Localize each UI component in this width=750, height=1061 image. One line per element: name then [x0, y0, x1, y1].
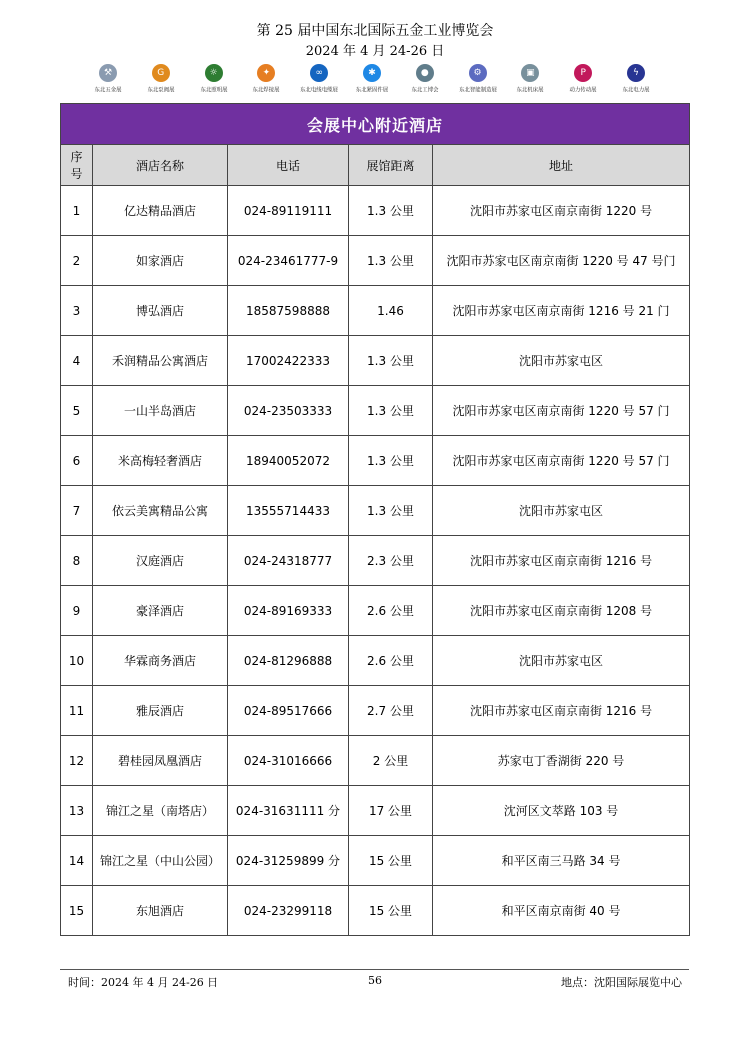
hotel-phone: 024-89119111	[228, 186, 349, 236]
row-number: 6	[61, 436, 93, 486]
table-row	[61, 386, 690, 436]
hotel-distance: 1.3 公里	[349, 236, 433, 286]
transmission-logo-icon: P	[574, 64, 592, 82]
hotel-name: 一山半岛酒店	[93, 386, 228, 436]
row-number: 13	[61, 786, 93, 836]
hotel-name: 雅辰酒店	[93, 686, 228, 736]
column-header-name: 酒店名称	[93, 145, 228, 186]
exhibition-logo	[135, 64, 187, 98]
page-title: 第 25 届中国东北国际五金工业博览会	[256, 23, 494, 39]
hotel-phone: 024-31259899 分	[228, 836, 349, 886]
expo-logo-icon: ●	[416, 64, 434, 82]
footer-location: 地点：沈阳国际展览中心	[561, 976, 682, 989]
table-row	[61, 886, 690, 936]
hotel-distance: 2.3 公里	[349, 536, 433, 586]
hotel-address: 沈阳市苏家屯区南京南街 1220 号 57 门	[433, 436, 690, 486]
column-header-address: 地址	[433, 145, 690, 186]
fastener-logo-icon: ✱	[363, 64, 381, 82]
row-number: 15	[61, 886, 93, 936]
row-number: 4	[61, 336, 93, 386]
row-number: 7	[61, 486, 93, 536]
page-number: 56	[368, 974, 382, 987]
hotel-address: 沈阳市苏家屯区南京南街 1220 号	[433, 186, 690, 236]
page-date: 2024 年 4 月 24-26 日	[305, 44, 445, 59]
table-banner: 会展中心附近酒店	[61, 104, 690, 145]
hotel-address: 沈阳市苏家屯区	[433, 336, 690, 386]
table-row	[61, 336, 690, 386]
exhibition-logo	[610, 64, 662, 98]
hotel-phone: 18940052072	[228, 436, 349, 486]
hotel-address: 沈阳市苏家屯区南京南街 1220 号 57 门	[433, 386, 690, 436]
hotel-address: 沈阳市苏家屯区	[433, 636, 690, 686]
hotel-name: 禾润精品公寓酒店	[93, 336, 228, 386]
exhibition-logo	[452, 64, 504, 98]
hotel-phone: 024-24318777	[228, 536, 349, 586]
hotel-phone: 18587598888	[228, 286, 349, 336]
lighting-logo-icon: ☼	[205, 64, 223, 82]
hotel-address: 和平区南京南街 40 号	[433, 886, 690, 936]
hotel-distance: 2.6 公里	[349, 636, 433, 686]
exhibition-logo-label: 东北照明展	[200, 87, 228, 94]
hotel-address: 沈河区文萃路 103 号	[433, 786, 690, 836]
exhibition-logos	[82, 64, 662, 98]
exhibition-logo	[188, 64, 240, 98]
table-row	[61, 636, 690, 686]
row-number: 8	[61, 536, 93, 586]
welding-logo-icon: ✦	[257, 64, 275, 82]
hotel-distance: 2.7 公里	[349, 686, 433, 736]
exhibition-logo-label: 东北机床展	[516, 87, 544, 94]
machine-tool-logo-icon: ▣	[521, 64, 539, 82]
hotel-address: 沈阳市苏家屯区	[433, 486, 690, 536]
exhibition-logo	[557, 64, 609, 98]
hotel-distance: 1.3 公里	[349, 436, 433, 486]
footer-divider	[60, 969, 689, 970]
exhibition-logo-label: 东北电力展	[622, 87, 650, 94]
table-row	[61, 286, 690, 336]
exhibition-logo-label: 东北五金展	[94, 87, 122, 94]
hotel-address: 沈阳市苏家屯区南京南街 1220 号 47 号门	[433, 236, 690, 286]
wrench-logo-icon: ⚒	[99, 64, 117, 82]
hotel-distance: 1.3 公里	[349, 336, 433, 386]
footer-time: 时间：2024 年 4 月 24-26 日	[68, 976, 219, 989]
hotel-name: 米高梅轻奢酒店	[93, 436, 228, 486]
hotel-name: 如家酒店	[93, 236, 228, 286]
hotel-name: 豪泽酒店	[93, 586, 228, 636]
hotel-phone: 024-23503333	[228, 386, 349, 436]
table-row	[61, 186, 690, 236]
hotel-address: 沈阳市苏家屯区南京南街 1216 号	[433, 686, 690, 736]
exhibition-logo	[346, 64, 398, 98]
hotel-name: 依云美寓精品公寓	[93, 486, 228, 536]
row-number: 10	[61, 636, 93, 686]
row-number: 2	[61, 236, 93, 286]
table-row	[61, 436, 690, 486]
hotel-phone: 024-31016666	[228, 736, 349, 786]
row-number: 3	[61, 286, 93, 336]
hotel-name: 碧桂园凤凰酒店	[93, 736, 228, 786]
hotel-name: 汉庭酒店	[93, 536, 228, 586]
hotel-phone: 024-89517666	[228, 686, 349, 736]
hotel-phone: 024-23299118	[228, 886, 349, 936]
exhibition-logo-label: 东北智能制造展	[458, 87, 497, 94]
table-row	[61, 236, 690, 286]
exhibition-logo	[504, 64, 556, 98]
hotel-address: 沈阳市苏家屯区南京南街 1216 号	[433, 536, 690, 586]
row-number: 12	[61, 736, 93, 786]
hotel-distance: 15 公里	[349, 836, 433, 886]
exhibition-logo-label: 东北紧固件展	[355, 87, 389, 94]
table-header-row	[61, 145, 690, 186]
exhibition-logo-label: 动力传动展	[569, 87, 597, 94]
hotel-phone: 13555714433	[228, 486, 349, 536]
hotel-distance: 17 公里	[349, 786, 433, 836]
hotel-distance: 15 公里	[349, 886, 433, 936]
exhibition-logo-label: 东北电线电缆展	[300, 87, 339, 94]
hotel-distance: 2 公里	[349, 736, 433, 786]
hotel-distance: 1.3 公里	[349, 186, 433, 236]
table-row	[61, 736, 690, 786]
row-number: 14	[61, 836, 93, 886]
hotel-name: 博弘酒店	[93, 286, 228, 336]
hotel-address: 苏家屯丁香湖街 220 号	[433, 736, 690, 786]
table-row	[61, 586, 690, 636]
hotel-table	[60, 103, 690, 936]
exhibition-logo-label: 东北工博会	[411, 87, 439, 94]
exhibition-logo	[240, 64, 292, 98]
exhibition-logo-label: 东北泵阀展	[147, 87, 175, 94]
column-header-distance: 展馆距离	[349, 145, 433, 186]
exhibition-logo-label: 东北焊接展	[252, 87, 280, 94]
row-number: 1	[61, 186, 93, 236]
table-row	[61, 686, 690, 736]
hotel-distance: 2.6 公里	[349, 586, 433, 636]
column-header-no: 序号	[61, 145, 93, 186]
smart-mfg-logo-icon: ⚙	[469, 64, 487, 82]
hotel-phone: 024-23461777-9	[228, 236, 349, 286]
cable-logo-icon: ∞	[310, 64, 328, 82]
hotel-name: 锦江之星（南塔店）	[93, 786, 228, 836]
hotel-name: 东旭酒店	[93, 886, 228, 936]
hotel-distance: 1.3 公里	[349, 486, 433, 536]
row-number: 11	[61, 686, 93, 736]
table-row	[61, 486, 690, 536]
exhibition-logo	[293, 64, 345, 98]
hotel-name: 亿达精品酒店	[93, 186, 228, 236]
hotel-distance: 1.3 公里	[349, 386, 433, 436]
exhibition-logo	[399, 64, 451, 98]
row-number: 5	[61, 386, 93, 436]
hotel-phone: 024-89169333	[228, 586, 349, 636]
valve-logo-icon: G	[152, 64, 170, 82]
table-row	[61, 536, 690, 586]
row-number: 9	[61, 586, 93, 636]
hotel-address: 和平区南三马路 34 号	[433, 836, 690, 886]
power-logo-icon: ϟ	[627, 64, 645, 82]
column-header-phone: 电话	[228, 145, 349, 186]
hotel-name: 华霖商务酒店	[93, 636, 228, 686]
hotel-phone: 17002422333	[228, 336, 349, 386]
hotel-phone: 024-31631111 分	[228, 786, 349, 836]
hotel-name: 锦江之星（中山公园）	[93, 836, 228, 886]
exhibition-logo	[82, 64, 134, 98]
hotel-phone: 024-81296888	[228, 636, 349, 686]
table-row	[61, 836, 690, 886]
hotel-distance: 1.46	[349, 286, 433, 336]
hotel-address: 沈阳市苏家屯区南京南街 1208 号	[433, 586, 690, 636]
table-row	[61, 786, 690, 836]
hotel-address: 沈阳市苏家屯区南京南街 1216 号 21 门	[433, 286, 690, 336]
